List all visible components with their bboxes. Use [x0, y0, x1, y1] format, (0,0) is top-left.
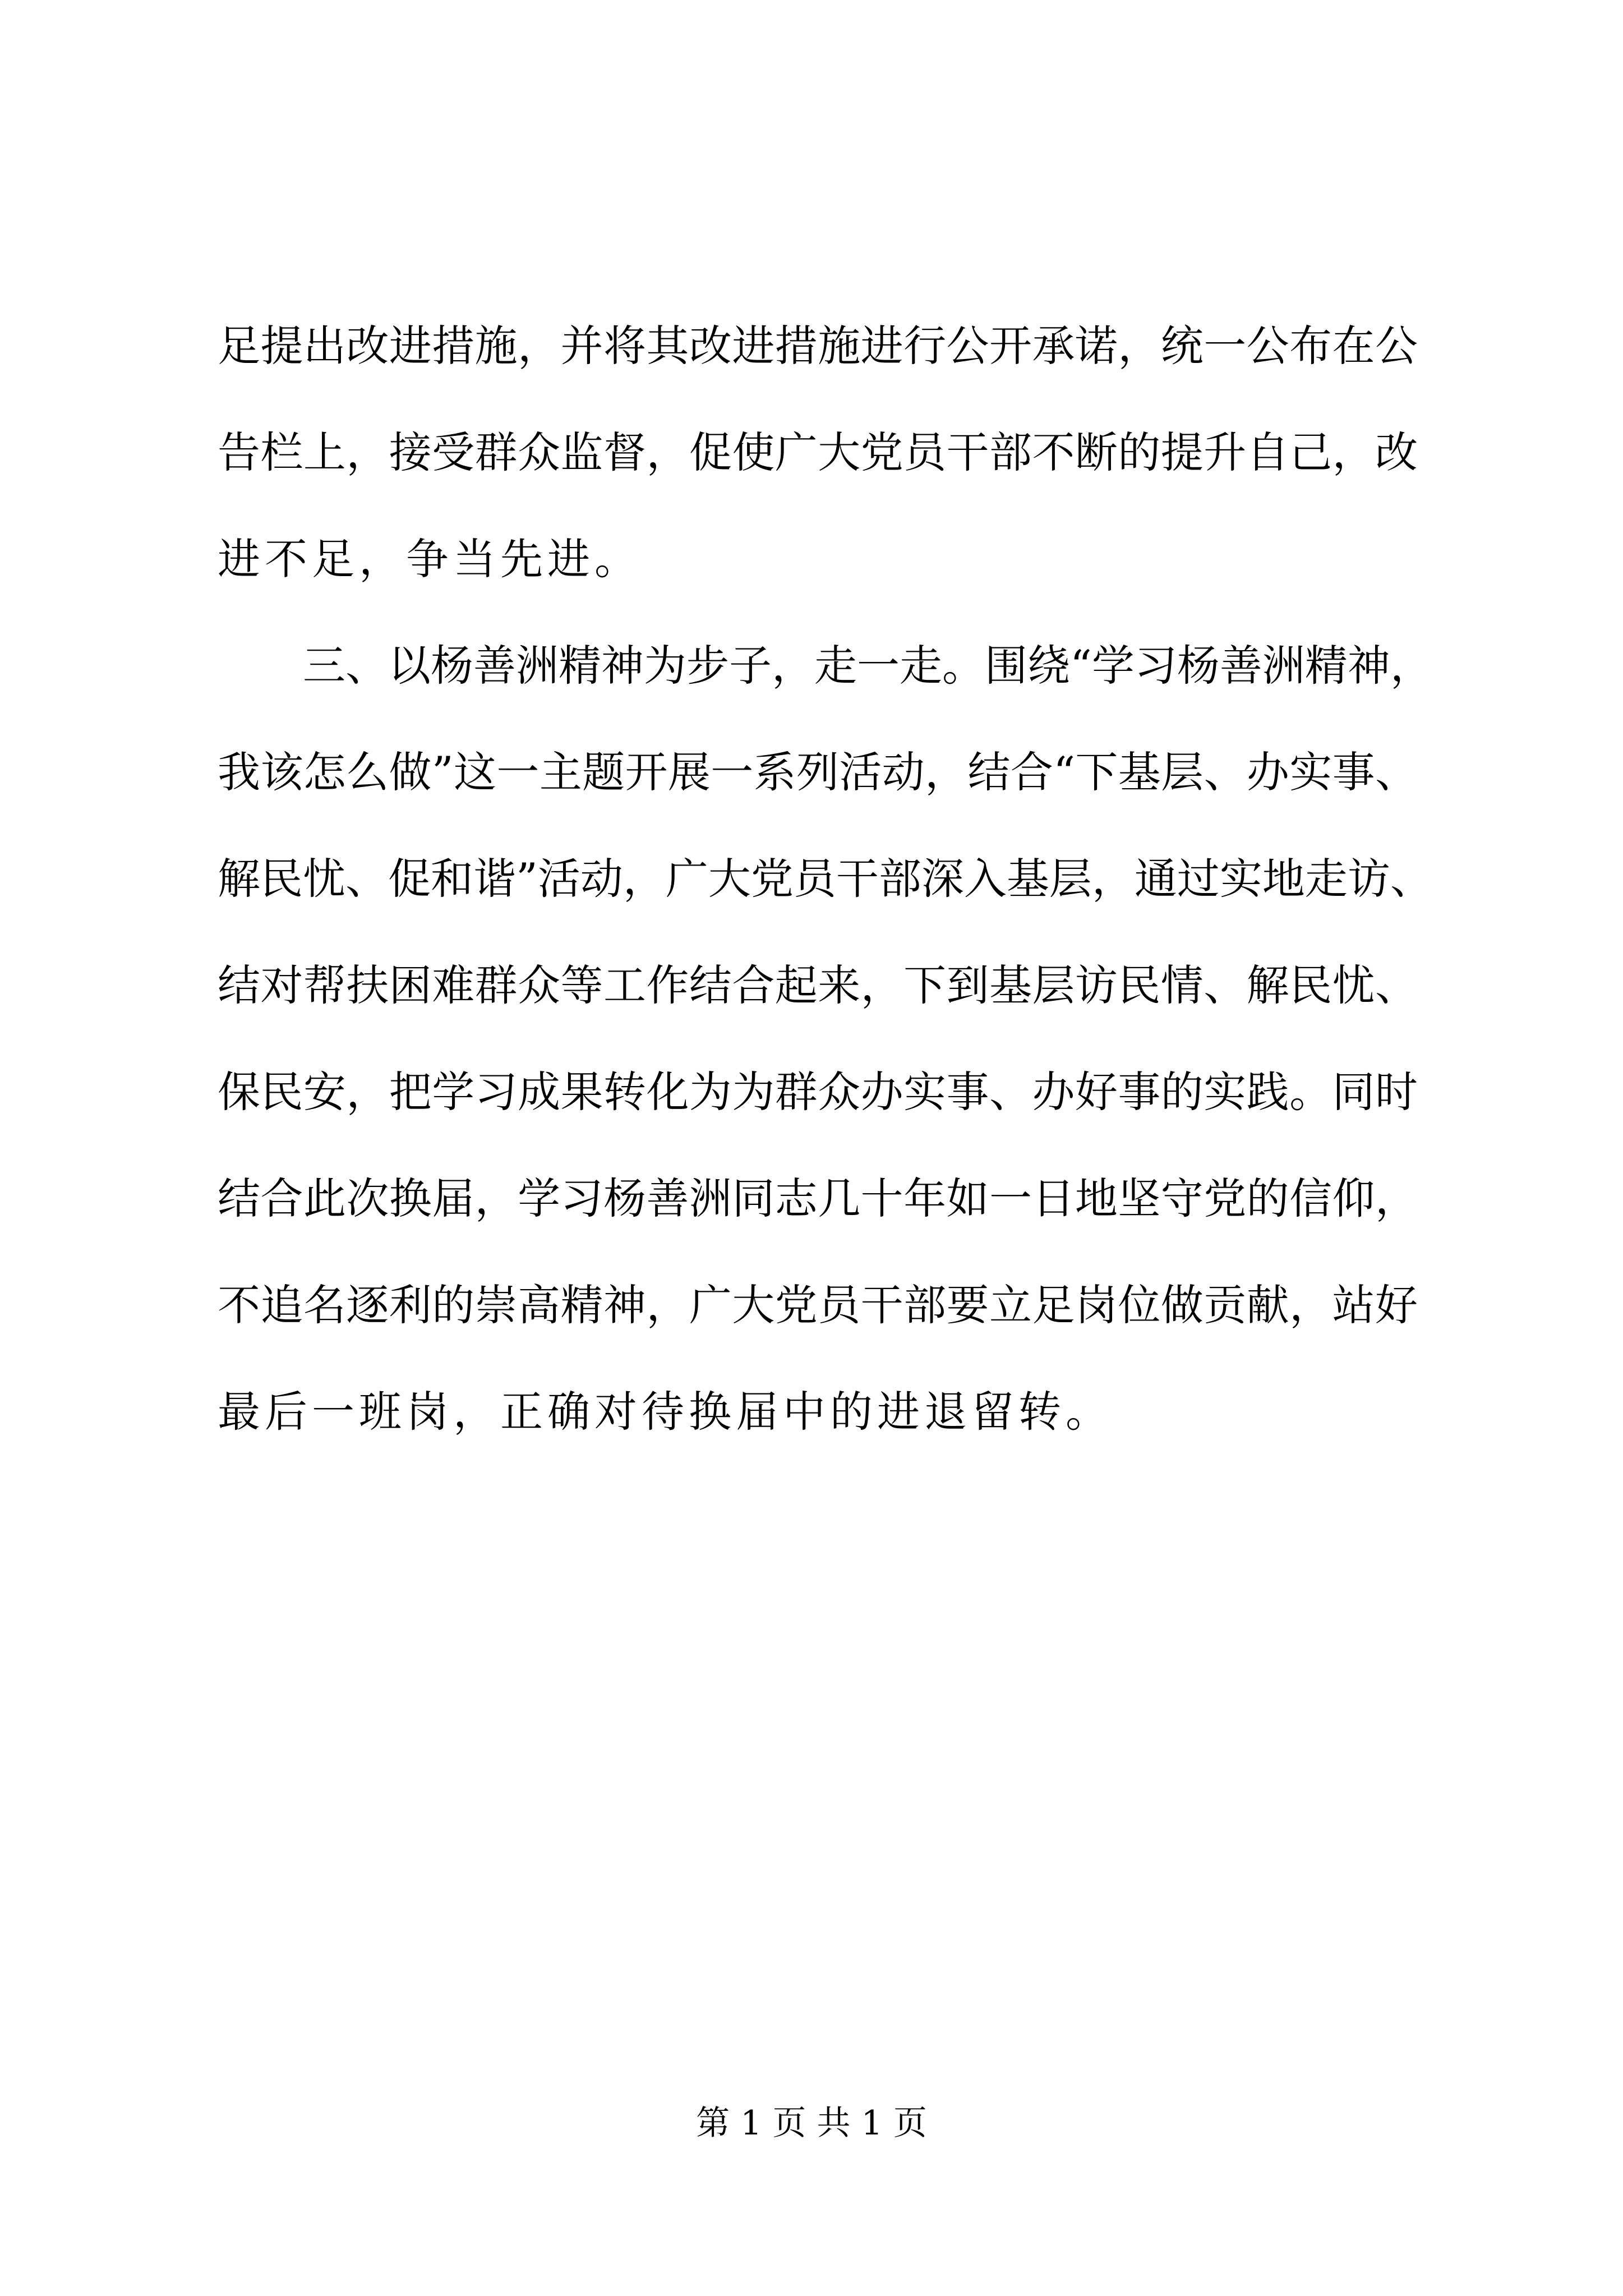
text-line: 保民安，把学习成果转化为为群众办实事、办好事的实践。同时	[218, 1067, 1418, 1117]
text-line: 告栏上，接受群众监督，促使广大党员干部不断的提升自己，改	[218, 427, 1418, 477]
document-body	[218, 293, 1433, 1465]
paragraph-2	[218, 613, 1433, 1465]
text-line: 足提出改进措施，并将其改进措施进行公开承诺，统一公布在公	[218, 321, 1418, 371]
text-line: 三、以杨善洲精神为步子，走一走。围绕“学习杨善洲精神，	[218, 641, 1433, 691]
page-footer: 第 1 页 共 1 页	[696, 2104, 927, 2143]
text-line: 我该怎么做”这一主题开展一系列活动，结合“下基层、办实事、	[218, 747, 1418, 797]
paragraph-1	[218, 293, 1418, 613]
text-line: 结对帮扶困难群众等工作结合起来，下到基层访民情、解民忧、	[218, 960, 1418, 1010]
text-line: 不追名逐利的崇高精神，广大党员干部要立足岗位做贡献，站好	[218, 1280, 1418, 1330]
text-line: 最后一班岗，正确对待换届中的进退留转。	[218, 1387, 1113, 1437]
text-line: 结合此次换届，学习杨善洲同志几十年如一日地坚守党的信仰，	[218, 1174, 1418, 1223]
text-line: 进不足，争当先进。	[218, 534, 642, 584]
text-line: 解民忧、促和谐”活动，广大党员干部深入基层，通过实地走访、	[218, 854, 1433, 904]
